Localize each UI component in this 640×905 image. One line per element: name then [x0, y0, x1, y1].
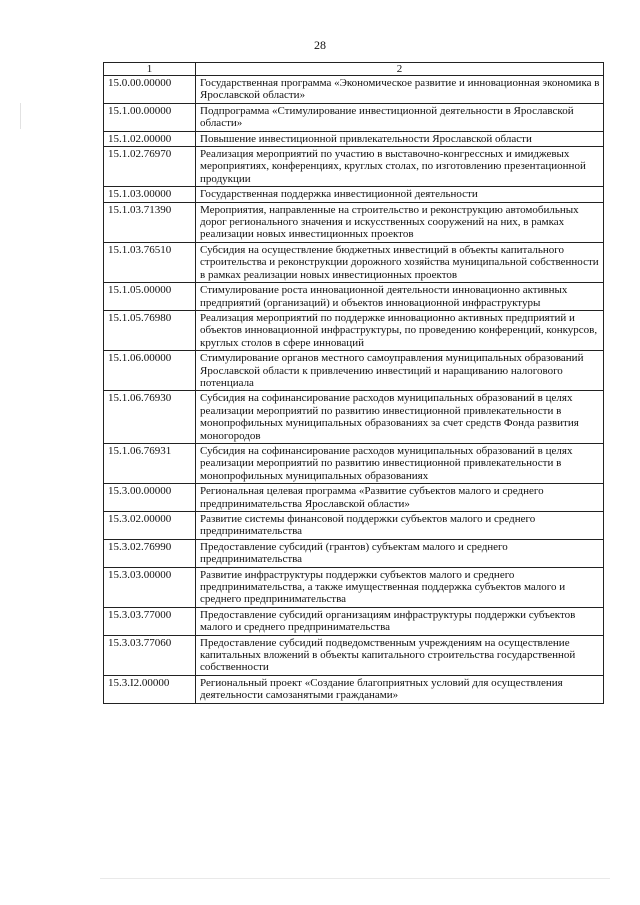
table-row	[104, 567, 604, 607]
row-code: 15.3.03.77060	[104, 635, 196, 675]
row-description: Повышение инвестиционной привлекательности Ярославской области	[196, 131, 604, 146]
row-code: 15.1.02.76970	[104, 147, 196, 187]
row-description: Государственная программа «Экономическое развитие и инновационная экономика в Ярославской области»	[196, 76, 604, 104]
scan-artifact-line	[100, 878, 610, 879]
row-code: 15.3.00.00000	[104, 484, 196, 512]
row-description: Развитие инфраструктуры поддержки субъектов малого и среднего предпринимательства, а также имущественная поддержка субъектов малого и среднего предпринимательства	[196, 567, 604, 607]
row-description: Предоставление субсидий (грантов) субъектам малого и среднего предпринимательства	[196, 539, 604, 567]
table-row	[104, 202, 604, 242]
row-description: Предоставление субсидий организациям инфраструктуры поддержки субъектов малого и среднего предпринимательства	[196, 607, 604, 635]
row-description: Региональная целевая программа «Развитие субъектов малого и среднего предпринимательства Ярославской области»	[196, 484, 604, 512]
row-description: Стимулирование роста инновационной деятельности инновационно активных предприятий (организаций) и объектов инновационной инфраструктуры	[196, 283, 604, 311]
table-row	[104, 607, 604, 635]
row-code: 15.1.06.76930	[104, 391, 196, 444]
column-header-description: 2	[196, 63, 604, 76]
budget-classification-table	[103, 62, 604, 704]
row-code: 15.1.06.00000	[104, 351, 196, 391]
row-code: 15.1.03.71390	[104, 202, 196, 242]
row-description: Стимулирование органов местного самоуправления муниципальных образований Ярославской области к привлечению инвестиций и наращиванию налогового потенциала	[196, 351, 604, 391]
table-row	[104, 131, 604, 146]
row-description: Субсидия на софинансирование расходов муниципальных образований в целях реализации мероприятий по развитию инвестиционной привлекательности в монопрофильных муниципальных образованиях за счет средств Фонда развития моногородов	[196, 391, 604, 444]
page-number: 28	[314, 38, 326, 52]
row-description: Субсидия на осуществление бюджетных инвестиций в объекты капитального строительства и реконструкции дорожного хозяйства муниципальной собственности в рамках реализации новых инвестиционных проектов	[196, 242, 604, 282]
row-code: 15.1.03.76510	[104, 242, 196, 282]
table-row	[104, 675, 604, 703]
table-row	[104, 147, 604, 187]
row-code: 15.0.00.00000	[104, 76, 196, 104]
row-description: Субсидия на софинансирование расходов муниципальных образований в целях реализации мероприятий по развитию инвестиционной привлекательности в монопрофильных муниципальных образованиях	[196, 443, 604, 483]
row-code: 15.3.02.00000	[104, 512, 196, 540]
scan-artifact	[20, 103, 21, 129]
table-header-row	[104, 63, 604, 76]
row-code: 15.1.00.00000	[104, 103, 196, 131]
row-code: 15.3.03.77000	[104, 607, 196, 635]
table-row	[104, 443, 604, 483]
table-row	[104, 391, 604, 444]
row-description: Мероприятия, направленные на строительство и реконструкцию автомобильных дорог регионального значения и искусственных сооружений на них, в рамках реализации новых инвестиционных проектов	[196, 202, 604, 242]
table-row	[104, 484, 604, 512]
table-row	[104, 635, 604, 675]
table-row	[104, 351, 604, 391]
row-code: 15.1.02.00000	[104, 131, 196, 146]
row-description: Реализация мероприятий по участию в выставочно-конгрессных и имиджевых мероприятиях, конференциях, круглых столах, по изготовлению презентационной продукции	[196, 147, 604, 187]
row-description: Подпрограмма «Стимулирование инвестиционной деятельности в Ярославской области»	[196, 103, 604, 131]
table-row	[104, 283, 604, 311]
row-code: 15.1.05.76980	[104, 310, 196, 350]
row-description: Региональный проект «Создание благоприятных условий для осуществления деятельности самозанятыми гражданами»	[196, 675, 604, 703]
row-code: 15.3.02.76990	[104, 539, 196, 567]
row-code: 15.1.03.00000	[104, 187, 196, 202]
table-row	[104, 539, 604, 567]
row-description: Развитие системы финансовой поддержки субъектов малого и среднего предпринимательства	[196, 512, 604, 540]
row-code: 15.1.06.76931	[104, 443, 196, 483]
row-description: Предоставление субсидий подведомственным учреждениям на осуществление капитальных вложений в объекты капитального строительства государственной собственности	[196, 635, 604, 675]
column-header-code: 1	[104, 63, 196, 76]
table-row	[104, 187, 604, 202]
table-row	[104, 76, 604, 104]
table-row	[104, 103, 604, 131]
row-code: 15.3.03.00000	[104, 567, 196, 607]
table-row	[104, 242, 604, 282]
row-code: 15.1.05.00000	[104, 283, 196, 311]
row-code: 15.3.I2.00000	[104, 675, 196, 703]
row-description: Государственная поддержка инвестиционной деятельности	[196, 187, 604, 202]
table-row	[104, 512, 604, 540]
row-description: Реализация мероприятий по поддержке инновационно активных предприятий и объектов инновационной инфраструктуры, по проведению конференций, конкурсов, круглых столов в сфере инноваций	[196, 310, 604, 350]
table-row	[104, 310, 604, 350]
